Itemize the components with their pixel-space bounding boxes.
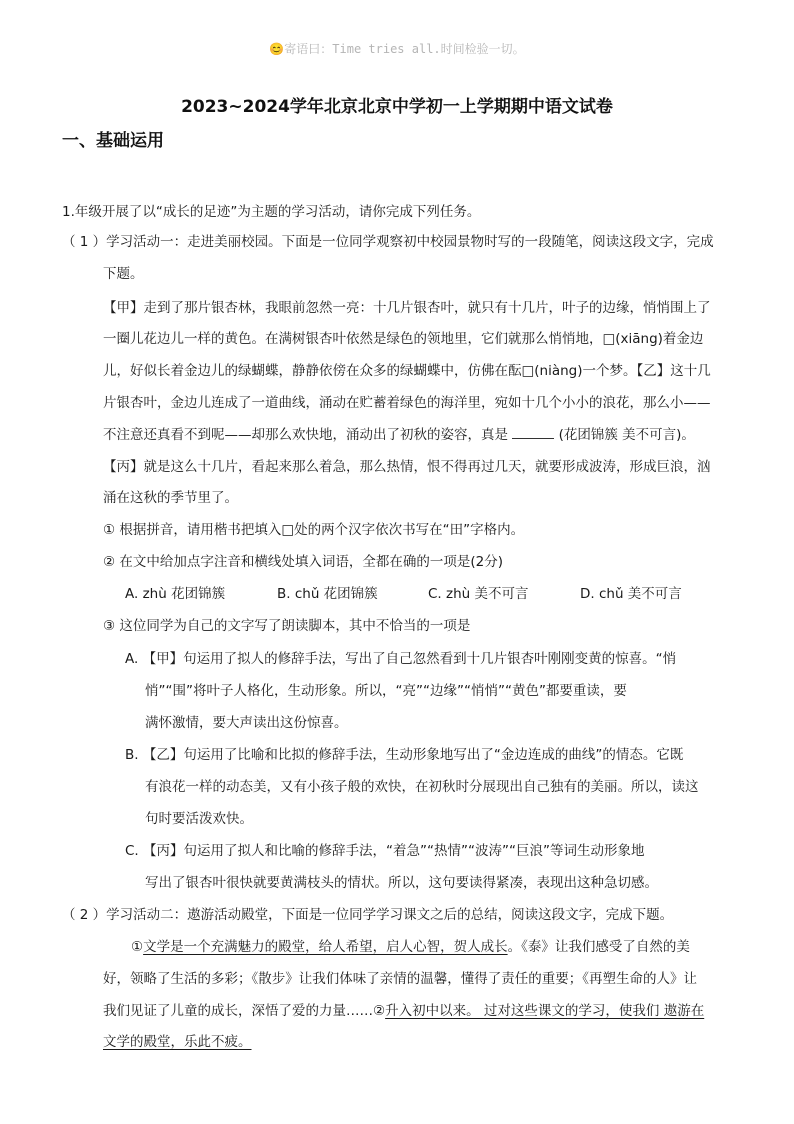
passage-line: 片银杏叶，金边儿连成了一道曲线，涌动在贮蓄着绿色的海洋里，宛如十几个小小的浪花，那么小—— bbox=[103, 395, 711, 411]
task-2: ② 在文中给加点字注音和横线处填入词语，全都在确的一项是(2分) bbox=[103, 554, 504, 570]
passage-line: 儿，好似长着金边儿的绿蝴蝶，静静依傍在众多的绿蝴蝶中，仿佛在酝□(niàng)一个梦。【乙】这十几 bbox=[103, 363, 711, 379]
task3-option-b: 有浪花一样的动态美，又有小孩子般的欢快，在初秋时分展现出自己独有的美丽。所以，读这 bbox=[145, 779, 699, 795]
passage-line: 一圈儿花边儿一样的黄色。在满树银杏叶依然是绿色的领地里，它们就那么悄悄地，□(xiāng)着金边 bbox=[103, 331, 704, 347]
passage-line: 【甲】走到了那片银杏林，我眼前忽然一亮：十几片银杏叶，就只有十几片，叶子的边缘，悄悄围上了 bbox=[103, 300, 711, 316]
task3-option-a: A. 【甲】句运用了拟人的修辞手法，写出了自己忽然看到十几片银杏叶刚刚变黄的惊喜。“悄 bbox=[125, 651, 677, 667]
underlined-sentence: 文学是一个充满魅力的殿堂，给人希望，启人心智，贺人成长 bbox=[143, 939, 508, 955]
option-c: C. zhù 美不可言 bbox=[428, 586, 529, 602]
task3-option-b: 句时要活泼欢快。 bbox=[145, 811, 253, 827]
passage-text: 。《泰》让我们感受了自然的美 bbox=[507, 939, 690, 955]
activity1-intro-cont: 下题。 bbox=[103, 266, 144, 282]
task3-option-a: 满怀激情，要大声读出这份惊喜。 bbox=[145, 715, 348, 731]
page-title: 2023~2024学年北京北京中学初一上学期期中语文试卷 bbox=[181, 97, 613, 117]
task-1: ① 根据拼音，请用楷书把填入□处的两个汉字依次书写在“田”字格内。 bbox=[103, 522, 525, 538]
activity2-passage-line bbox=[103, 1033, 252, 1051]
task3-option-c: C. 【丙】句运用了拟人和比喻的修辞手法，“着急”“热情”“波涛”“巨浪”等词生动形象地 bbox=[125, 843, 645, 859]
question-stem: 1.年级开展了以“成长的足迹”为主题的学习活动，请你完成下列任务。 bbox=[62, 204, 481, 220]
task-3: ③ 这位同学为自己的文字写了朗读脚本，其中不恰当的一项是 bbox=[103, 618, 471, 634]
passage-text: (花团锦簇 美不可言)。 bbox=[558, 427, 695, 443]
activity2-passage-line bbox=[131, 938, 690, 956]
passage-text: 我们见证了儿童的成长，深悟了爱的力量……② bbox=[103, 1003, 386, 1019]
passage-text: 不注意还真看不到呢——却那么欢快地，涌动出了初秋的姿容，真是 bbox=[103, 427, 508, 443]
passage-line: 涌在这秋的季节里了。 bbox=[103, 490, 238, 506]
option-a: A. zhù 花团锦簇 bbox=[125, 586, 226, 602]
watermark: 😊寄语曰：Time tries all.时间检验一切。 bbox=[269, 42, 525, 56]
underlined-sentence: 升入初中以来。 过对这些课文的学习，使我们 遨游在 bbox=[385, 1003, 705, 1019]
option-b: B. chǔ 花团锦簇 bbox=[277, 586, 378, 602]
activity2-passage-line bbox=[103, 1002, 704, 1020]
activity2-intro: （ 2 ）学习活动二：遨游活动殿堂，下面是一位同学学习课文之后的总结，阅读这段文字，完成下题。 bbox=[62, 907, 674, 923]
passage-line: 【丙】就是这么十几片，看起来那么着急，那么热情，恨不得再过几天，就要形成波涛，形成巨浪，汹 bbox=[103, 459, 711, 475]
task3-option-c: 写出了银杏叶很快就要黄满枝头的情状。所以，这句要读得紧凑，表现出这种急切感。 bbox=[145, 875, 658, 891]
answer-blank bbox=[512, 426, 554, 439]
activity1-intro: （ 1 ）学习活动一：走进美丽校园。下面是一位同学观察初中校园景物时写的一段随笔，阅读这段文字，完成 bbox=[62, 234, 714, 250]
option-d: D. chǔ 美不可言 bbox=[580, 586, 682, 602]
passage-line bbox=[103, 426, 695, 444]
task3-option-b: B. 【乙】句运用了比喻和比拟的修辞手法，生动形象地写出了“金边连成的曲线”的情态。它既 bbox=[125, 747, 684, 763]
underlined-sentence: 文学的殿堂，乐此不疲。 bbox=[103, 1034, 252, 1050]
task3-option-a: 悄”“围”将叶子人格化，生动形象。所以，“亮”“边缘”“悄悄”“黄色”都要重读，要 bbox=[145, 683, 627, 699]
section-heading: 一、基础运用 bbox=[62, 131, 164, 151]
activity2-passage-line: 好，领略了生活的多彩；《散步》让我们体味了亲情的温馨，懂得了责任的重要；《再塑生命的人》让 bbox=[103, 971, 697, 987]
circled-number: ① bbox=[131, 939, 144, 955]
